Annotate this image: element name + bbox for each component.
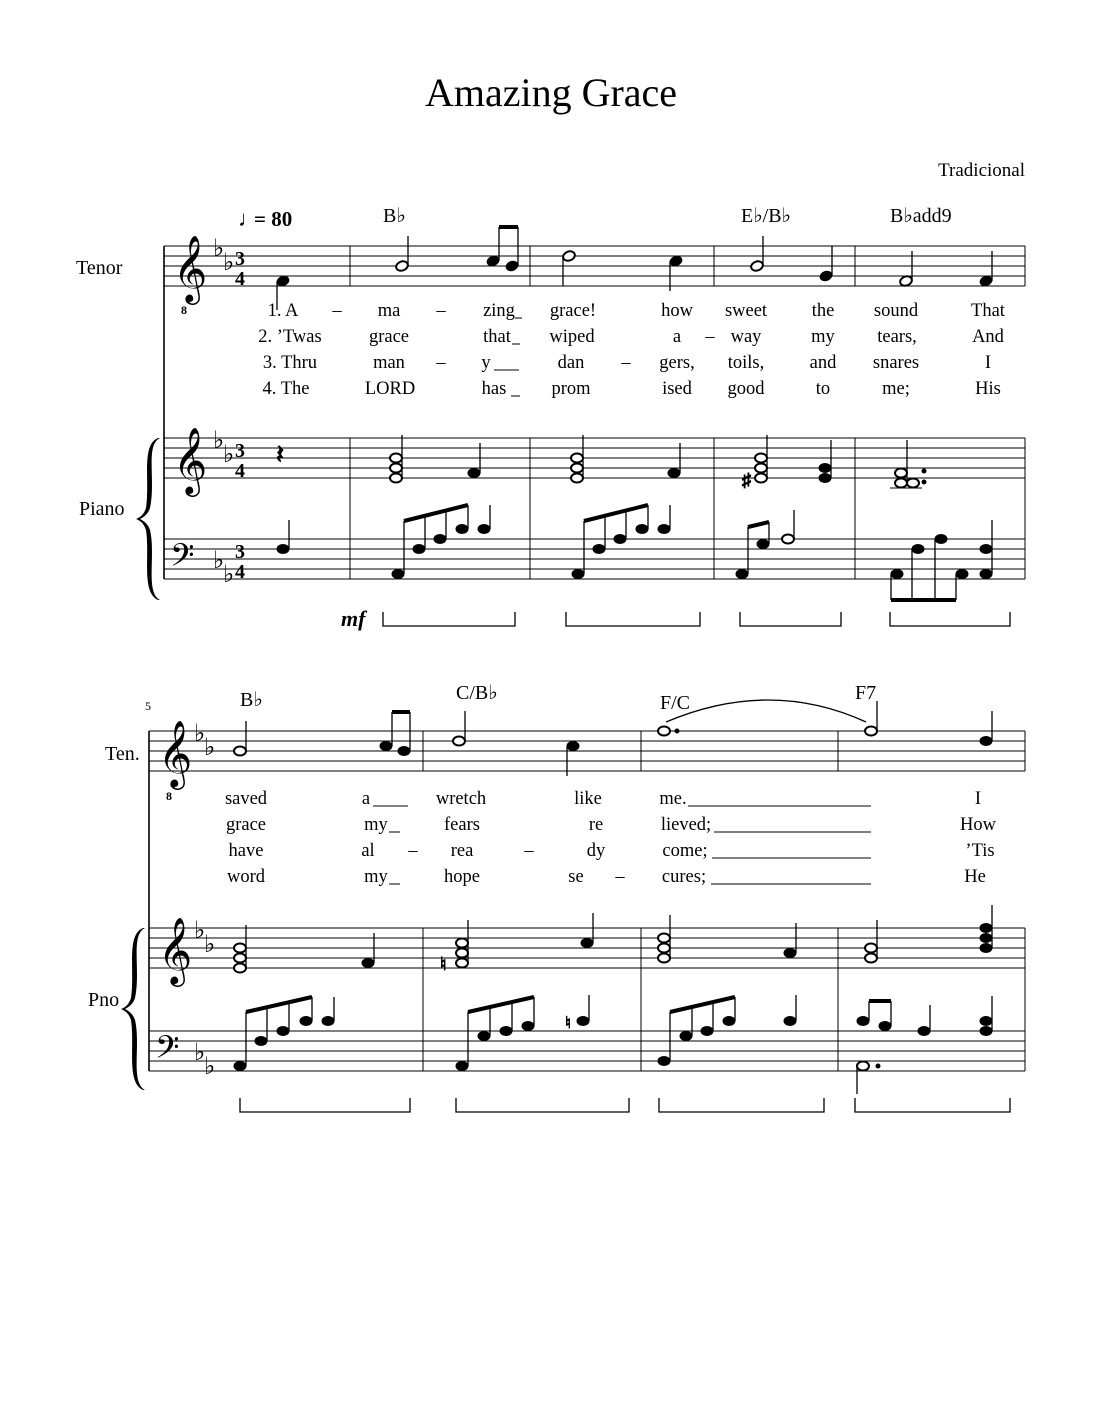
lyric-hyphen: – <box>621 353 631 373</box>
time-signature-lower: 4 <box>235 561 245 583</box>
lyric-syllable: tears, <box>877 327 917 347</box>
lyric-syllable: me. <box>659 789 687 809</box>
chord-symbol: F/C <box>660 692 691 714</box>
lyric-syllable: my <box>811 327 835 347</box>
lyric-syllable: ’Tis <box>965 841 995 861</box>
lyric-hyphen: – <box>615 867 625 887</box>
lyric-syllable: That <box>971 301 1005 321</box>
lyric-syllable: y <box>481 353 491 373</box>
chord-symbol: B♭ <box>383 205 406 227</box>
flat-icon: ♭ <box>213 548 225 574</box>
lyric-syllable: He <box>964 867 986 887</box>
dynamic-marking: mf <box>341 606 366 631</box>
lyric-syllable: how <box>661 301 693 321</box>
flat-icon: ♭ <box>194 1040 206 1066</box>
system-1 <box>76 205 1025 631</box>
lyric-hyphen: – <box>436 301 446 321</box>
piano-bass-notes <box>277 505 992 600</box>
chord-symbol: E♭/B♭ <box>741 205 791 227</box>
flat-icon: ♭ <box>223 562 235 588</box>
lyric-syllable: fears <box>444 815 480 835</box>
bass-clef-icon: 𝄢 <box>170 539 195 581</box>
lyric-syllable: I <box>974 789 982 809</box>
piano-brace-icon <box>136 438 160 600</box>
pedal-brackets <box>383 612 1010 626</box>
tenor-staff <box>149 731 1025 771</box>
lyric-syllable: me; <box>882 379 910 399</box>
lyric-syllable: way <box>730 327 762 347</box>
lyric-syllable: ma <box>377 301 401 321</box>
flat-icon: ♭ <box>223 250 235 276</box>
time-signature-upper: 3 <box>235 248 245 270</box>
flat-icon: ♭ <box>194 918 206 944</box>
chord-symbol: B♭add9 <box>890 205 952 227</box>
lyric-syllable: like <box>574 789 602 809</box>
lyric-hyphen: – <box>705 327 715 347</box>
verse-2 <box>226 815 997 835</box>
chord-symbol: B♭ <box>240 689 263 711</box>
tie-curve <box>666 700 866 722</box>
verse-3 <box>263 353 991 373</box>
lyric-syllable: good <box>727 379 765 399</box>
flat-icon: ♭ <box>213 428 225 454</box>
lyric-syllable: saved <box>224 789 268 809</box>
tempo-marking: = 80 <box>254 207 293 231</box>
composer-credit: Tradicional <box>938 160 1025 181</box>
flat-icon: ♭ <box>204 735 216 761</box>
lyrics-system-1 <box>258 301 1006 399</box>
measure-number: 5 <box>145 699 151 713</box>
tenor-notes <box>234 700 992 776</box>
verse-4 <box>263 379 1001 399</box>
lyric-syllable: se <box>568 867 584 887</box>
lyric-syllable: gers, <box>659 353 695 373</box>
lyric-syllable: 2. ’Twas <box>258 327 322 347</box>
lyric-syllable: wretch <box>435 789 487 809</box>
natural-icon: ♮ <box>440 954 447 974</box>
flat-icon: ♭ <box>223 442 235 468</box>
treble-8vb-clef-icon: 𝄞 <box>173 236 208 301</box>
lyric-syllable: grace <box>368 327 410 347</box>
time-signature-lower: 4 <box>235 460 245 482</box>
part-label-piano: Piano <box>79 498 125 520</box>
lyric-syllable: hope <box>444 867 480 887</box>
lyric-syllable: zing <box>483 301 515 321</box>
lyric-hyphen: – <box>436 353 446 373</box>
lyric-syllable: And <box>972 327 1004 347</box>
lyric-syllable: re <box>588 815 604 835</box>
verse-2 <box>258 327 1004 347</box>
tempo-note-icon: ♩ <box>238 206 260 231</box>
treble-clef-icon: 𝄞 <box>173 428 208 493</box>
lyric-syllable: have <box>228 841 264 861</box>
flat-icon: ♭ <box>194 721 206 747</box>
time-signature-upper: 3 <box>235 440 245 462</box>
chord-symbol: C/B♭ <box>456 682 498 704</box>
piano-treble-notes <box>276 435 926 490</box>
flat-icon: ♭ <box>204 932 216 958</box>
lyric-hyphen: – <box>408 841 418 861</box>
verse-1 <box>225 789 981 809</box>
lyric-syllable: that <box>483 327 511 347</box>
lyric-syllable: lieved; <box>660 815 712 835</box>
piano-brace-icon <box>121 928 145 1090</box>
piano-treble-notes <box>234 905 992 974</box>
lyrics-system-2 <box>225 789 997 887</box>
lyric-syllable: LORD <box>364 379 416 399</box>
lyric-syllable: the <box>811 301 835 321</box>
lyric-syllable: my <box>364 867 388 887</box>
bass-clef-icon: 𝄢 <box>155 1031 180 1073</box>
quarter-rest-icon: 𝄽 <box>276 440 284 469</box>
lyric-syllable: a <box>361 789 371 809</box>
lyric-syllable: 1. A <box>267 301 299 321</box>
tenor-staff <box>164 246 1025 286</box>
flat-icon: ♭ <box>204 1054 216 1080</box>
lyric-syllable: toils, <box>727 353 765 373</box>
verse-4 <box>227 867 986 887</box>
lyric-syllable: I <box>984 353 992 373</box>
lyric-syllable: sweet <box>724 301 768 321</box>
pedal-brackets <box>240 1098 1010 1112</box>
lyric-syllable: grace <box>225 815 267 835</box>
lyric-syllable: and <box>809 353 837 373</box>
lyric-syllable: wiped <box>549 327 595 347</box>
piano-bass-notes <box>234 995 992 1094</box>
time-signature-upper: 3 <box>235 541 245 563</box>
lyric-syllable: rea <box>450 841 474 861</box>
lyric-syllable: cures; <box>661 867 707 887</box>
lyric-hyphen: – <box>524 841 534 861</box>
flat-icon: ♭ <box>213 236 225 262</box>
lyric-syllable: prom <box>551 379 591 399</box>
system-2 <box>88 682 1025 1112</box>
lyric-syllable: dy <box>586 841 606 861</box>
lyric-syllable: word <box>226 867 266 887</box>
lyric-syllable: man <box>373 353 405 373</box>
chord-symbol: F7 <box>855 682 877 704</box>
clef-octave-marker: 8 <box>166 789 172 803</box>
score-title: Amazing Grace <box>424 70 678 115</box>
lyric-syllable: His <box>975 379 1001 399</box>
lyric-syllable: dan <box>557 353 585 373</box>
lyric-syllable: al <box>361 841 375 861</box>
clef-octave-marker: 8 <box>181 303 187 317</box>
part-label-piano: Pno <box>88 989 120 1011</box>
verse-1 <box>268 301 1006 321</box>
tenor-notes <box>276 227 993 310</box>
lyric-syllable: has <box>481 379 507 399</box>
lyric-hyphen: – <box>332 301 342 321</box>
lyric-syllable: to <box>815 379 831 399</box>
part-label-tenor: Tenor <box>76 257 123 279</box>
sharp-icon: ♯ <box>742 470 751 490</box>
piano-bass-staff <box>149 1031 1025 1071</box>
lyric-syllable: 3. Thru <box>262 353 318 373</box>
lyric-syllable: sound <box>873 301 919 321</box>
lyric-syllable: ised <box>662 379 692 399</box>
time-signature-lower: 4 <box>235 268 245 290</box>
part-label-tenor: Ten. <box>105 743 140 765</box>
lyric-syllable: How <box>960 815 996 835</box>
verse-3 <box>229 841 995 861</box>
lyric-syllable: snares <box>872 353 920 373</box>
lyric-syllable: grace! <box>549 301 597 321</box>
lyric-syllable: a <box>672 327 682 347</box>
lyric-syllable: come; <box>662 841 708 861</box>
lyric-syllable: 4. The <box>262 379 310 399</box>
treble-8vb-clef-icon: 𝄞 <box>158 721 193 786</box>
treble-clef-icon: 𝄞 <box>158 918 193 983</box>
natural-icon: ♮ <box>565 1015 571 1032</box>
lyric-syllable: my <box>364 815 388 835</box>
